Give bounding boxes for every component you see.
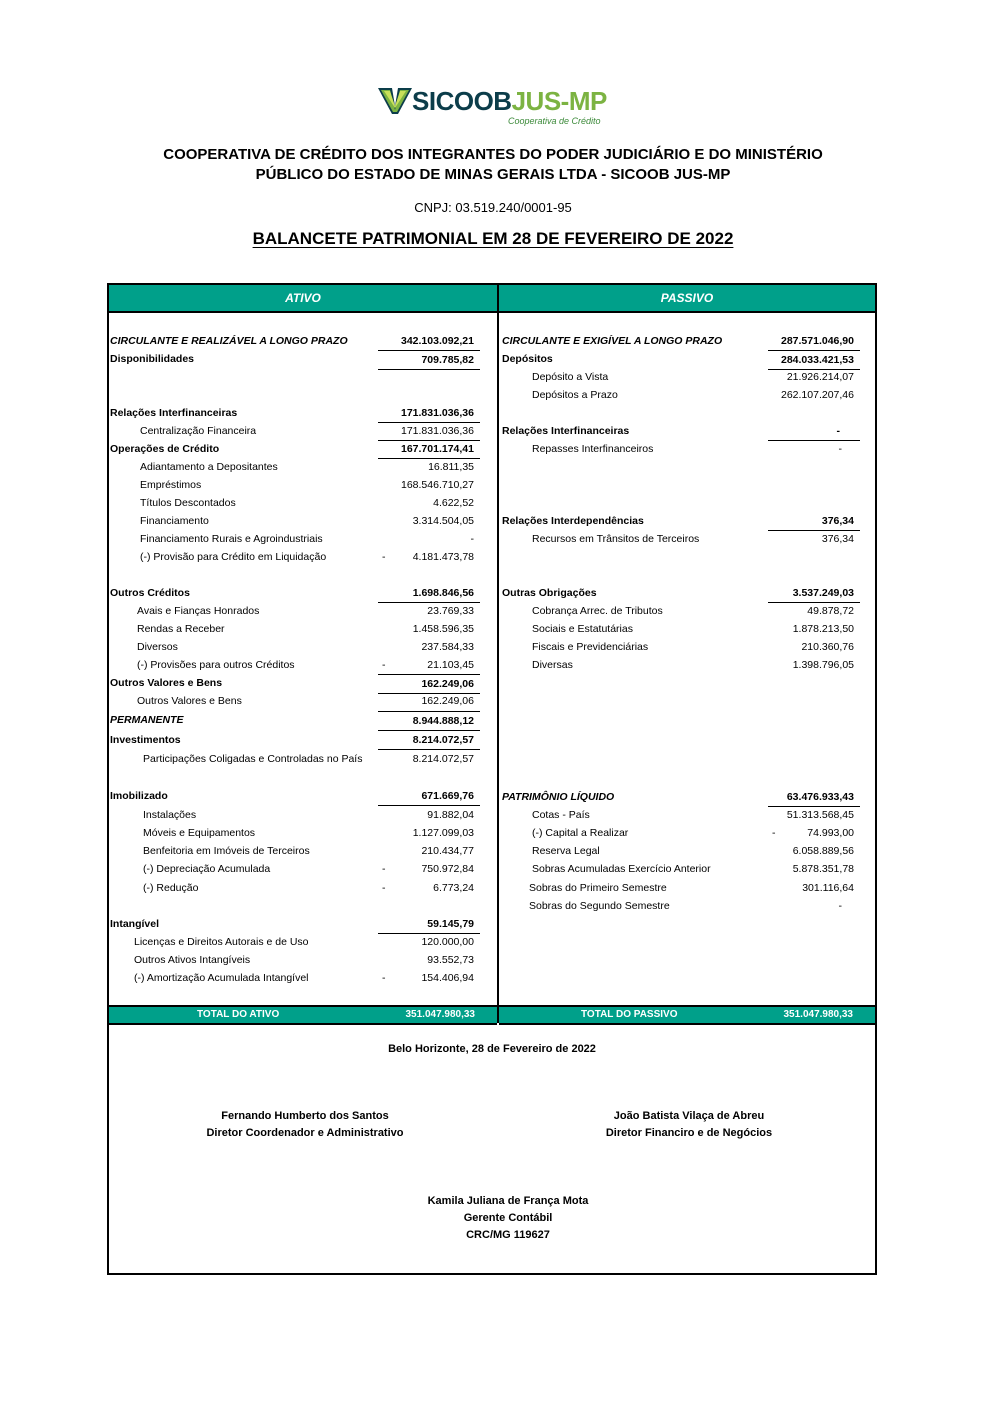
cotas-row: Cotas - País 51.313.568,45 <box>532 809 854 821</box>
capital-row: (-) Capital a Realizar - 74.993,00 <box>532 827 854 839</box>
total-ativo-value: 351.047.980,33 <box>405 1009 475 1020</box>
company-name-line-1: COOPERATIVA DE CRÉDITO DOS INTEGRANTES DO PODER JUDICIÁRIO E DO MINISTÉRIO <box>163 146 823 163</box>
sobras-anterior-row: Sobras Acumuladas Exercício Anterior 5.878.351,78 <box>532 863 854 875</box>
fin-rurais-row: Financiamento Rurais e Agroindustriais - <box>140 533 474 545</box>
recursos-row: Recursos em Trânsitos de Terceiros 376,34 <box>532 533 854 545</box>
titulos-row: Títulos Descontados 4.622,52 <box>140 497 474 509</box>
signature-3 <box>350 1193 666 1244</box>
prov-outros-row: (-) Provisões para outros Créditos - 21.103,45 <box>137 659 474 671</box>
ativo-circulante-row: CIRCULANTE E REALIZÁVEL A LONGO PRAZO 342.103.092,21 <box>110 335 474 347</box>
emprestimos-row: Empréstimos 168.546.710,27 <box>140 479 474 491</box>
total-passivo-bar <box>499 1005 875 1025</box>
rendas-row: Rendas a Receber 1.458.596,35 <box>137 623 474 635</box>
signature-3-name: Kamila Juliana de França Mota <box>427 1195 589 1207</box>
provisao-row: (-) Provisão para Crédito em Liquidação - 4.181.473,78 <box>140 551 474 563</box>
ativo-header: ATIVO <box>109 285 497 313</box>
sobras-segundo-row: Sobras do Segundo Semestre - <box>529 900 842 912</box>
rel-interdep-row: Relações Interdependências 376,34 <box>502 512 874 530</box>
diversas-row: Diversas 1.398.796,05 <box>532 659 854 671</box>
outros-creditos-row: Outros Créditos 1.698.846,56 <box>110 584 498 602</box>
passivo-circulante-row: CIRCULANTE E EXIGÍVEL A LONGO PRAZO 287.571.046,90 <box>502 335 854 347</box>
signature-3-crc: CRC/MG 119627 <box>466 1229 550 1241</box>
benfeitoria-row: Benfeitoria em Imóveis de Terceiros 210.434,77 <box>143 845 474 857</box>
patrimonio-liquido-row: PATRIMÔNIO LÍQUIDO 63.476.933,43 <box>502 788 874 806</box>
avais-row: Avais e Fianças Honrados 23.769,33 <box>137 605 474 617</box>
dep-vista-row: Depósito a Vista 21.926.214,07 <box>532 371 854 383</box>
signature-2-name: João Batista Vilaça de Abreu <box>613 1110 765 1122</box>
moveis-row: Móveis e Equipamentos 1.127.099,03 <box>143 827 474 839</box>
total-passivo-label: TOTAL DO PASSIVO <box>581 1009 678 1020</box>
diversos-row: Diversos 237.584,33 <box>137 641 474 653</box>
sobras-primeiro-row: Sobras do Primeiro Semestre 301.116,64 <box>529 882 854 894</box>
signature-1-role: Diretor Coordenador e Administrativo <box>206 1127 404 1139</box>
fiscais-row: Fiscais e Previdenciárias 210.360,76 <box>532 641 854 653</box>
outras-obrigacoes-row: Outras Obrigações 3.537.249,03 <box>502 584 874 602</box>
amortizacao-row: (-) Amortização Acumulada Intangível - 154.406,94 <box>134 972 474 984</box>
cobranca-row: Cobrança Arrec. de Tributos 49.878,72 <box>532 605 854 617</box>
place-date: Belo Horizonte, 28 de Fevereiro de 2022 <box>388 1043 596 1055</box>
centralizacao-row: Centralização Financeira 171.831.036,36 <box>110 422 498 440</box>
disponibilidades-row: Disponibilidades 709.785,82 <box>110 350 498 368</box>
depreciacao-row: (-) Depreciação Acumulada - 750.972,84 <box>143 863 474 875</box>
sociais-row: Sociais e Estatutárias 1.878.213,50 <box>532 623 854 635</box>
outros-valores-row: Outros Valores e Bens 162.249,06 <box>110 674 498 692</box>
passivo-rel-interfin-row: Relações Interfinanceiras - <box>502 422 874 440</box>
investimentos-row: Investimentos 8.214.072,57 <box>110 731 498 749</box>
logo-wordmark: SICOOBJUS-MP <box>412 86 607 116</box>
adiantamento-row: Adiantamento a Depositantes 16.811,35 <box>140 461 474 473</box>
total-passivo-value: 351.047.980,33 <box>783 1009 853 1020</box>
intangivel-row: Intangível 59.145,79 <box>110 915 498 933</box>
logo-subtitle: Cooperativa de Crédito <box>508 116 601 126</box>
participacoes-row: Participações Coligadas e Controladas no País 8.214.072,57 <box>143 753 474 765</box>
permanente-row: PERMANENTE 8.944.888,12 <box>110 711 498 729</box>
outros-valores-sub-row: Outros Valores e Bens 162.249,06 <box>137 695 474 707</box>
financiamento-row: Financiamento 3.314.504,05 <box>140 515 474 527</box>
reserva-row: Reserva Legal 6.058.889,56 <box>532 845 854 857</box>
page-title: BALANCETE PATRIMONIAL EM 28 DE FEVEREIRO DE 2022 <box>252 229 734 248</box>
ativo-rel-interfin-row: Relações Interfinanceiras 171.831.036,36 <box>110 404 498 422</box>
passivo-header: PASSIVO <box>499 285 875 313</box>
signature-1 <box>150 1108 460 1142</box>
dep-prazo-row: Depósitos a Prazo 262.107.207,46 <box>532 389 854 401</box>
licencas-row: Licenças e Direitos Autorais e de Uso 120.000,00 <box>134 936 474 948</box>
signature-3-role: Gerente Contábil <box>463 1212 553 1224</box>
instalacoes-row: Instalações 91.882,04 <box>143 809 474 821</box>
repasses-row: Repasses Interfinanceiros - <box>532 443 842 455</box>
reducao-row: (-) Redução - 6.773,24 <box>143 882 474 894</box>
signature-2-role: Diretor Financiro e de Negócios <box>605 1127 773 1139</box>
signature-2 <box>534 1108 844 1142</box>
imobilizado-row: Imobilizado 671.669,76 <box>110 787 498 805</box>
total-ativo-label: TOTAL DO ATIVO <box>197 1009 280 1020</box>
total-ativo-bar <box>109 1005 497 1025</box>
cnpj: CNPJ: 03.519.240/0001-95 <box>414 200 572 215</box>
outros-intangiveis-row: Outros Ativos Intangíveis 93.552,73 <box>134 954 474 966</box>
company-name-line-2: PÚBLICO DO ESTADO DE MINAS GERAIS LTDA - SICOOB JUS-MP <box>255 166 731 183</box>
sicoob-logo <box>378 84 618 132</box>
logo-mark-icon <box>378 84 412 118</box>
signature-1-name: Fernando Humberto dos Santos <box>221 1110 389 1122</box>
depositos-row: Depósitos 284.033.421,53 <box>502 350 874 368</box>
operacoes-row: Operações de Crédito 167.701.174,41 <box>110 440 498 458</box>
